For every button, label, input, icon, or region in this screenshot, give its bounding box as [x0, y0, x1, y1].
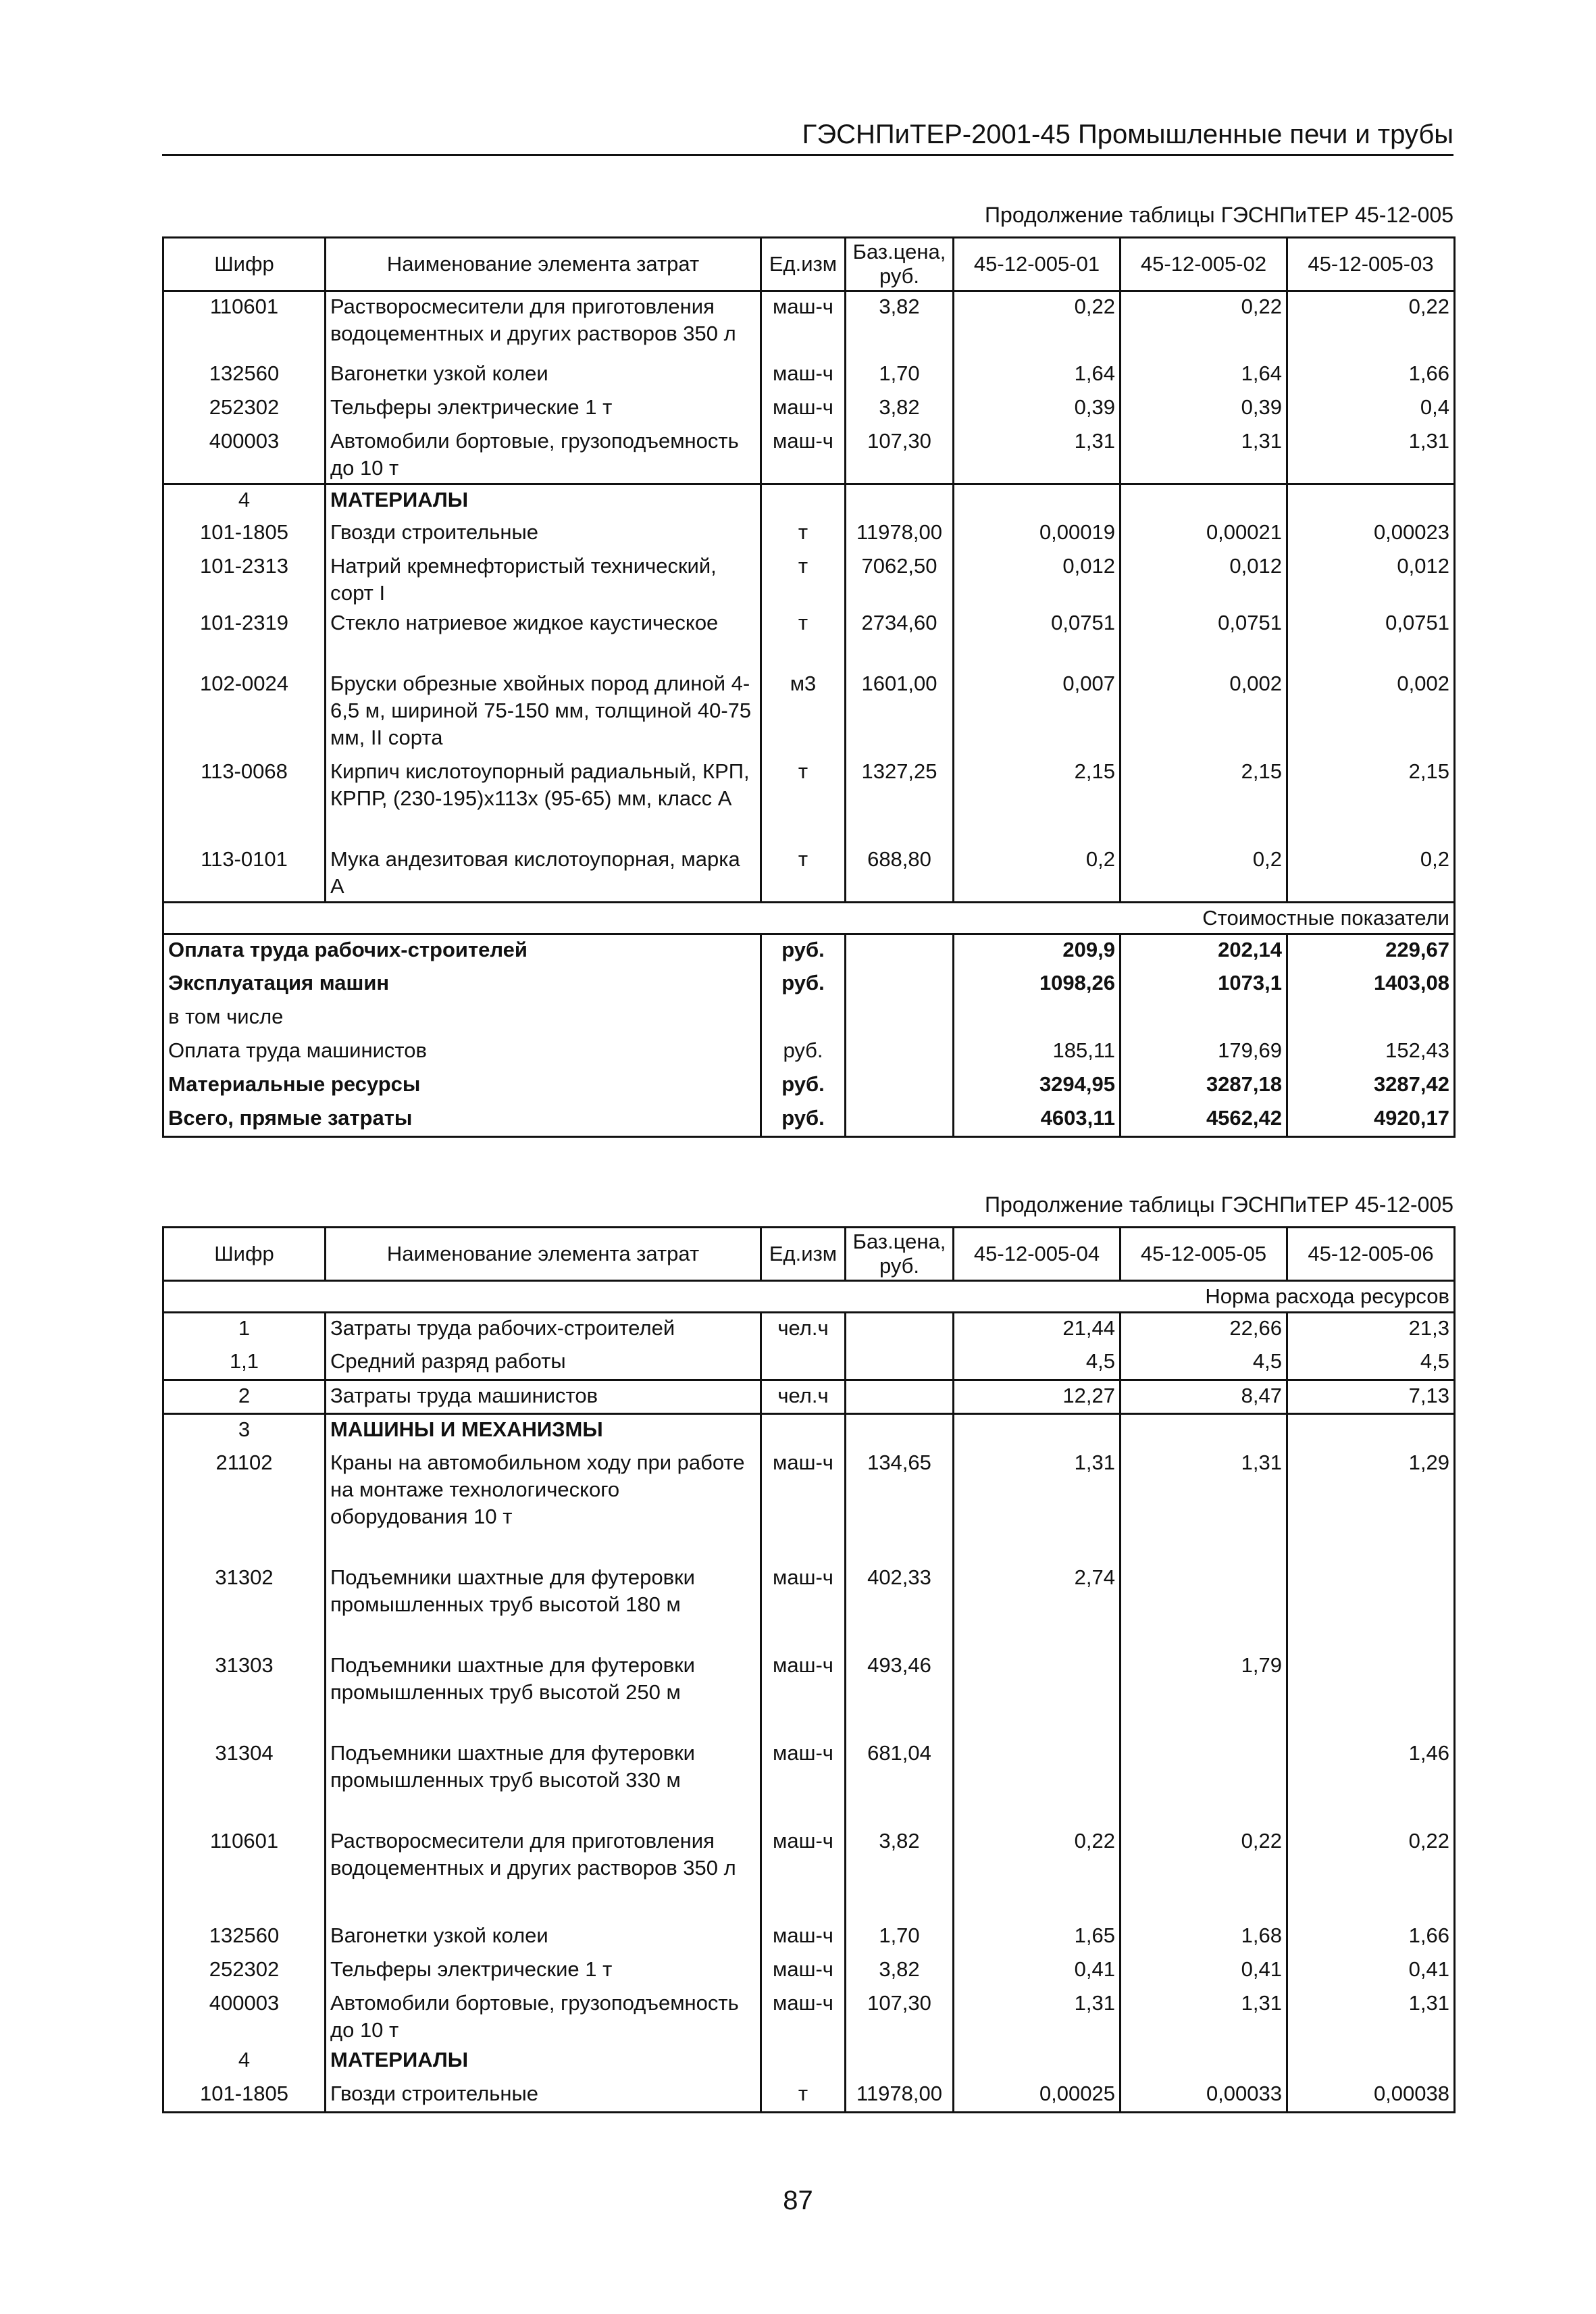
row-code: 110601 — [163, 291, 326, 359]
row-value: 1,31 — [1121, 426, 1287, 484]
row-value: 0,002 — [1121, 669, 1287, 757]
row-price: 107,30 — [846, 1988, 954, 2045]
table-row — [163, 1955, 1455, 1988]
table-row — [163, 1347, 1455, 1380]
row-code: 1 — [163, 1313, 326, 1347]
table-row — [163, 291, 1455, 359]
row-price: 107,30 — [846, 426, 954, 484]
row-price — [846, 1313, 954, 1347]
totals-value: 3294,95 — [954, 1070, 1121, 1103]
row-value: 2,15 — [954, 757, 1121, 845]
row-value: 0,012 — [954, 551, 1121, 608]
table-row — [163, 1826, 1455, 1921]
totals-unit: руб. — [761, 934, 846, 968]
totals-unit: руб. — [761, 1036, 846, 1070]
row-name: Растворосмесители для приготовления водоцементных и других растворов 350 л — [326, 1826, 761, 1921]
row-value: 0,22 — [954, 291, 1121, 359]
row-name: Вагонетки узкой колеи — [326, 359, 761, 393]
table1-caption: Продолжение таблицы ГЭСНПиТЕР 45-12-005 — [985, 203, 1453, 227]
row-value: 4,5 — [954, 1347, 1121, 1380]
totals-unit — [761, 1002, 846, 1036]
row-value: 0,00033 — [1121, 2079, 1287, 2113]
table-row — [163, 757, 1455, 845]
row-code: 101-2313 — [163, 551, 326, 608]
row-code: 113-0068 — [163, 757, 326, 845]
column-header-name: Наименование элемента затрат — [326, 1228, 761, 1281]
row-value — [1287, 484, 1455, 518]
totals-label: Оплата труда рабочих-строителей — [163, 934, 761, 968]
row-unit: т — [761, 845, 846, 903]
row-value: 1,31 — [954, 426, 1121, 484]
row-value: 0,39 — [954, 393, 1121, 426]
totals-value: 3287,18 — [1121, 1070, 1287, 1103]
row-unit: маш-ч — [761, 1921, 846, 1955]
row-value: 0,00025 — [954, 2079, 1121, 2113]
table-row — [163, 2079, 1455, 2113]
band-spacer — [163, 1281, 954, 1313]
row-value: 2,15 — [1287, 757, 1455, 845]
table-row — [163, 518, 1455, 551]
row-code: 101-1805 — [163, 2079, 326, 2113]
table-row — [163, 1738, 1455, 1826]
column-header-unit: Ед.изм — [761, 1228, 846, 1281]
row-name: Гвозди строительные — [326, 518, 761, 551]
row-code: 4 — [163, 484, 326, 518]
totals-value: 229,67 — [1287, 934, 1455, 968]
totals-value: 1098,26 — [954, 968, 1121, 1002]
page-number: 87 — [783, 2186, 813, 2215]
row-value: 0,41 — [954, 1955, 1121, 1988]
row-code: 113-0101 — [163, 845, 326, 903]
totals-price — [846, 1002, 954, 1036]
row-unit: маш-ч — [761, 1988, 846, 2045]
table-row — [163, 393, 1455, 426]
row-code: 252302 — [163, 393, 326, 426]
row-name: Вагонетки узкой колеи — [326, 1921, 761, 1955]
table2-caption: Продолжение таблицы ГЭСНПиТЕР 45-12-005 — [985, 1192, 1453, 1217]
totals-row — [163, 934, 1455, 968]
band-label: Стоимостные показатели — [954, 903, 1455, 934]
totals-price — [846, 1070, 954, 1103]
row-price: 1601,00 — [846, 669, 954, 757]
row-value — [1121, 484, 1287, 518]
row-unit: т — [761, 551, 846, 608]
row-code: 3 — [163, 1414, 326, 1448]
row-code: 110601 — [163, 1826, 326, 1921]
totals-price — [846, 1103, 954, 1137]
row-price: 681,04 — [846, 1738, 954, 1826]
row-value: 0,0751 — [1121, 608, 1287, 669]
row-value: 1,68 — [1121, 1921, 1287, 1955]
row-name: Стекло натриевое жидкое каустическое — [326, 608, 761, 669]
row-value: 1,64 — [954, 359, 1121, 393]
totals-row — [163, 968, 1455, 1002]
column-header-code: Шифр — [163, 238, 326, 291]
table-row — [163, 608, 1455, 669]
row-value — [1287, 1651, 1455, 1738]
row-unit: чел.ч — [761, 1313, 846, 1347]
row-value: 0,2 — [1287, 845, 1455, 903]
section-heading: МАТЕРИАЛЫ — [326, 2045, 761, 2079]
row-value: 0,00021 — [1121, 518, 1287, 551]
row-value — [1121, 1738, 1287, 1826]
table-row — [163, 1921, 1455, 1955]
row-unit: маш-ч — [761, 359, 846, 393]
row-unit: маш-ч — [761, 426, 846, 484]
row-name: Затраты труда рабочих-строителей — [326, 1313, 761, 1347]
row-price — [846, 1414, 954, 1448]
row-value: 0,00023 — [1287, 518, 1455, 551]
row-value: 0,2 — [954, 845, 1121, 903]
row-code: 2 — [163, 1380, 326, 1414]
row-value: 0,0751 — [1287, 608, 1455, 669]
row-value — [954, 2045, 1121, 2079]
resource-table-2 — [162, 1226, 1456, 2113]
totals-label: Материальные ресурсы — [163, 1070, 761, 1103]
totals-value: 179,69 — [1121, 1036, 1287, 1070]
row-value: 0,22 — [1121, 1826, 1287, 1921]
row-unit: маш-ч — [761, 1826, 846, 1921]
row-value: 1,31 — [1287, 426, 1455, 484]
row-unit: маш-ч — [761, 1448, 846, 1563]
totals-value: 1073,1 — [1121, 968, 1287, 1002]
row-name: Тельферы электрические 1 т — [326, 1955, 761, 1988]
row-code: 31303 — [163, 1651, 326, 1738]
totals-value: 3287,42 — [1287, 1070, 1455, 1103]
table-row — [163, 1651, 1455, 1738]
table-row — [163, 484, 1455, 518]
totals-value — [1287, 1002, 1455, 1036]
totals-value: 4603,11 — [954, 1103, 1121, 1137]
row-value: 0,22 — [1121, 291, 1287, 359]
row-unit: маш-ч — [761, 1563, 846, 1651]
totals-row — [163, 1036, 1455, 1070]
row-code: 400003 — [163, 426, 326, 484]
cost-indicators-band — [163, 903, 1455, 934]
table-row — [163, 2045, 1455, 2079]
row-value: 0,22 — [1287, 1826, 1455, 1921]
row-unit — [761, 1414, 846, 1448]
row-value: 8,47 — [1121, 1380, 1287, 1414]
row-unit: маш-ч — [761, 291, 846, 359]
band-spacer — [163, 903, 954, 934]
row-unit: т — [761, 608, 846, 669]
totals-value: 202,14 — [1121, 934, 1287, 968]
row-code: 132560 — [163, 359, 326, 393]
table-row — [163, 1313, 1455, 1347]
row-name: Подъемники шахтные для футеровки промышленных труб высотой 250 м — [326, 1651, 761, 1738]
row-price: 3,82 — [846, 291, 954, 359]
resource-norm-band — [163, 1281, 1455, 1313]
row-value: 1,31 — [954, 1988, 1121, 2045]
row-name: Подъемники шахтные для футеровки промышленных труб высотой 330 м — [326, 1738, 761, 1826]
row-code: 132560 — [163, 1921, 326, 1955]
row-code: 31302 — [163, 1563, 326, 1651]
row-value — [954, 1651, 1121, 1738]
row-value — [1121, 1414, 1287, 1448]
row-value — [1287, 2045, 1455, 2079]
column-header-price: Баз.цена, руб. — [846, 1228, 954, 1281]
row-price — [846, 1347, 954, 1380]
totals-label: в том числе — [163, 1002, 761, 1036]
row-unit: маш-ч — [761, 1738, 846, 1826]
totals-unit: руб. — [761, 968, 846, 1002]
totals-row — [163, 1002, 1455, 1036]
row-name: Автомобили бортовые, грузоподъемность до 10 т — [326, 426, 761, 484]
row-value: 4,5 — [1287, 1347, 1455, 1380]
row-value: 0,22 — [1287, 291, 1455, 359]
row-code: 101-1805 — [163, 518, 326, 551]
column-header-norm: 45-12-005-06 — [1287, 1228, 1455, 1281]
totals-value: 1403,08 — [1287, 968, 1455, 1002]
totals-value: 4920,17 — [1287, 1103, 1455, 1137]
row-name: Мука андезитовая кислотоупорная, марка А — [326, 845, 761, 903]
table-row — [163, 359, 1455, 393]
row-name: Краны на автомобильном ходу при работе на монтаже технологического оборудования 10 т — [326, 1448, 761, 1563]
row-value — [1121, 2045, 1287, 2079]
row-price: 402,33 — [846, 1563, 954, 1651]
row-value: 0,012 — [1287, 551, 1455, 608]
column-header-code: Шифр — [163, 1228, 326, 1281]
totals-price — [846, 1036, 954, 1070]
row-value: 0,00019 — [954, 518, 1121, 551]
page-header — [162, 114, 1453, 156]
row-code: 21102 — [163, 1448, 326, 1563]
column-header-price: Баз.цена, руб. — [846, 238, 954, 291]
row-name: Натрий кремнефтористый технический, сорт I — [326, 551, 761, 608]
row-value: 1,31 — [1287, 1988, 1455, 2045]
row-value: 1,79 — [1121, 1651, 1287, 1738]
row-value: 21,3 — [1287, 1313, 1455, 1347]
totals-unit: руб. — [761, 1070, 846, 1103]
row-value: 1,66 — [1287, 1921, 1455, 1955]
row-value: 0,22 — [954, 1826, 1121, 1921]
row-unit: т — [761, 2079, 846, 2113]
row-value: 0,39 — [1121, 393, 1287, 426]
row-value — [954, 1414, 1121, 1448]
row-unit: чел.ч — [761, 1380, 846, 1414]
row-value: 0,41 — [1121, 1955, 1287, 1988]
row-code: 101-2319 — [163, 608, 326, 669]
totals-value: 185,11 — [954, 1036, 1121, 1070]
row-value — [1121, 1563, 1287, 1651]
resource-table-1 — [162, 236, 1456, 1138]
table-row — [163, 669, 1455, 757]
row-unit: маш-ч — [761, 1651, 846, 1738]
row-code: 400003 — [163, 1988, 326, 2045]
row-name: Затраты труда машинистов — [326, 1380, 761, 1414]
row-value — [954, 1738, 1121, 1826]
row-value: 1,31 — [1121, 1448, 1287, 1563]
table-row — [163, 1414, 1455, 1448]
totals-value: 152,43 — [1287, 1036, 1455, 1070]
row-name: Растворосмесители для приготовления водоцементных и других растворов 350 л — [326, 291, 761, 359]
row-name: Автомобили бортовые, грузоподъемность до 10 т — [326, 1988, 761, 2045]
table-row — [163, 1563, 1455, 1651]
row-value: 1,65 — [954, 1921, 1121, 1955]
table-row — [163, 1448, 1455, 1563]
row-unit: маш-ч — [761, 393, 846, 426]
row-price — [846, 484, 954, 518]
row-value: 0,002 — [1287, 669, 1455, 757]
row-value: 7,13 — [1287, 1380, 1455, 1414]
row-name: Гвозди строительные — [326, 2079, 761, 2113]
totals-unit: руб. — [761, 1103, 846, 1137]
table-row — [163, 1988, 1455, 2045]
row-value: 0,00038 — [1287, 2079, 1455, 2113]
row-price — [846, 1380, 954, 1414]
row-value: 0,0751 — [954, 608, 1121, 669]
row-value: 1,29 — [1287, 1448, 1455, 1563]
column-header-norm: 45-12-005-04 — [954, 1228, 1121, 1281]
row-value: 0,4 — [1287, 393, 1455, 426]
row-price — [846, 2045, 954, 2079]
totals-value — [1121, 1002, 1287, 1036]
section-heading: МАШИНЫ И МЕХАНИЗМЫ — [326, 1414, 761, 1448]
table-row — [163, 1380, 1455, 1414]
row-code: 102-0024 — [163, 669, 326, 757]
row-unit: т — [761, 518, 846, 551]
row-code: 252302 — [163, 1955, 326, 1988]
row-price: 134,65 — [846, 1448, 954, 1563]
row-unit — [761, 1347, 846, 1380]
row-price: 493,46 — [846, 1651, 954, 1738]
row-value — [1287, 1563, 1455, 1651]
totals-value: 209,9 — [954, 934, 1121, 968]
row-name: Кирпич кислотоупорный радиальный, КРП, КРПР, (230-195)х113х (95-65) мм, класс А — [326, 757, 761, 845]
column-header-norm: 45-12-005-01 — [954, 238, 1121, 291]
row-name: Подъемники шахтные для футеровки промышленных труб высотой 180 м — [326, 1563, 761, 1651]
table-row — [163, 426, 1455, 484]
row-unit: м3 — [761, 669, 846, 757]
row-price: 1,70 — [846, 359, 954, 393]
table-row — [163, 845, 1455, 903]
row-price: 3,82 — [846, 1955, 954, 1988]
row-unit: т — [761, 757, 846, 845]
row-price: 3,82 — [846, 1826, 954, 1921]
row-price: 2734,60 — [846, 608, 954, 669]
row-name: Тельферы электрические 1 т — [326, 393, 761, 426]
column-header-norm: 45-12-005-02 — [1121, 238, 1287, 291]
band-label: Норма расхода ресурсов — [954, 1281, 1455, 1313]
totals-row — [163, 1070, 1455, 1103]
row-name: Бруски обрезные хвойных пород длиной 4-6,5 м, шириной 75-150 мм, толщиной 40-75 мм, II сорта — [326, 669, 761, 757]
totals-price — [846, 934, 954, 968]
row-value: 1,64 — [1121, 359, 1287, 393]
row-value: 12,27 — [954, 1380, 1121, 1414]
row-value: 4,5 — [1121, 1347, 1287, 1380]
row-price: 11978,00 — [846, 2079, 954, 2113]
row-value: 2,15 — [1121, 757, 1287, 845]
row-code: 31304 — [163, 1738, 326, 1826]
row-price: 1,70 — [846, 1921, 954, 1955]
totals-price — [846, 968, 954, 1002]
row-value: 1,46 — [1287, 1738, 1455, 1826]
row-name: Средний разряд работы — [326, 1347, 761, 1380]
totals-label: Всего, прямые затраты — [163, 1103, 761, 1137]
row-value: 0,007 — [954, 669, 1121, 757]
row-value: 1,31 — [954, 1448, 1121, 1563]
column-header-unit: Ед.изм — [761, 238, 846, 291]
row-value: 22,66 — [1121, 1313, 1287, 1347]
column-header-norm: 45-12-005-05 — [1121, 1228, 1287, 1281]
totals-label: Эксплуатация машин — [163, 968, 761, 1002]
column-header-name: Наименование элемента затрат — [326, 238, 761, 291]
row-price: 3,82 — [846, 393, 954, 426]
row-value: 1,31 — [1121, 1988, 1287, 2045]
row-unit — [761, 484, 846, 518]
document-title: ГЭСНПиТЕР-2001-45 Промышленные печи и трубы — [802, 120, 1453, 149]
totals-label: Оплата труда машинистов — [163, 1036, 761, 1070]
row-unit: маш-ч — [761, 1955, 846, 1988]
row-price: 1327,25 — [846, 757, 954, 845]
totals-value — [954, 1002, 1121, 1036]
totals-row — [163, 1103, 1455, 1137]
row-value: 0,41 — [1287, 1955, 1455, 1988]
column-header-norm: 45-12-005-03 — [1287, 238, 1455, 291]
row-value: 2,74 — [954, 1563, 1121, 1651]
row-value: 0,012 — [1121, 551, 1287, 608]
row-value — [1287, 1414, 1455, 1448]
row-value: 0,2 — [1121, 845, 1287, 903]
row-code: 1,1 — [163, 1347, 326, 1380]
row-value: 21,44 — [954, 1313, 1121, 1347]
table-row — [163, 551, 1455, 608]
row-value: 1,66 — [1287, 359, 1455, 393]
section-heading: МАТЕРИАЛЫ — [326, 484, 761, 518]
row-price: 11978,00 — [846, 518, 954, 551]
row-unit — [761, 2045, 846, 2079]
totals-value: 4562,42 — [1121, 1103, 1287, 1137]
row-value — [954, 484, 1121, 518]
row-price: 688,80 — [846, 845, 954, 903]
row-code: 4 — [163, 2045, 326, 2079]
row-price: 7062,50 — [846, 551, 954, 608]
